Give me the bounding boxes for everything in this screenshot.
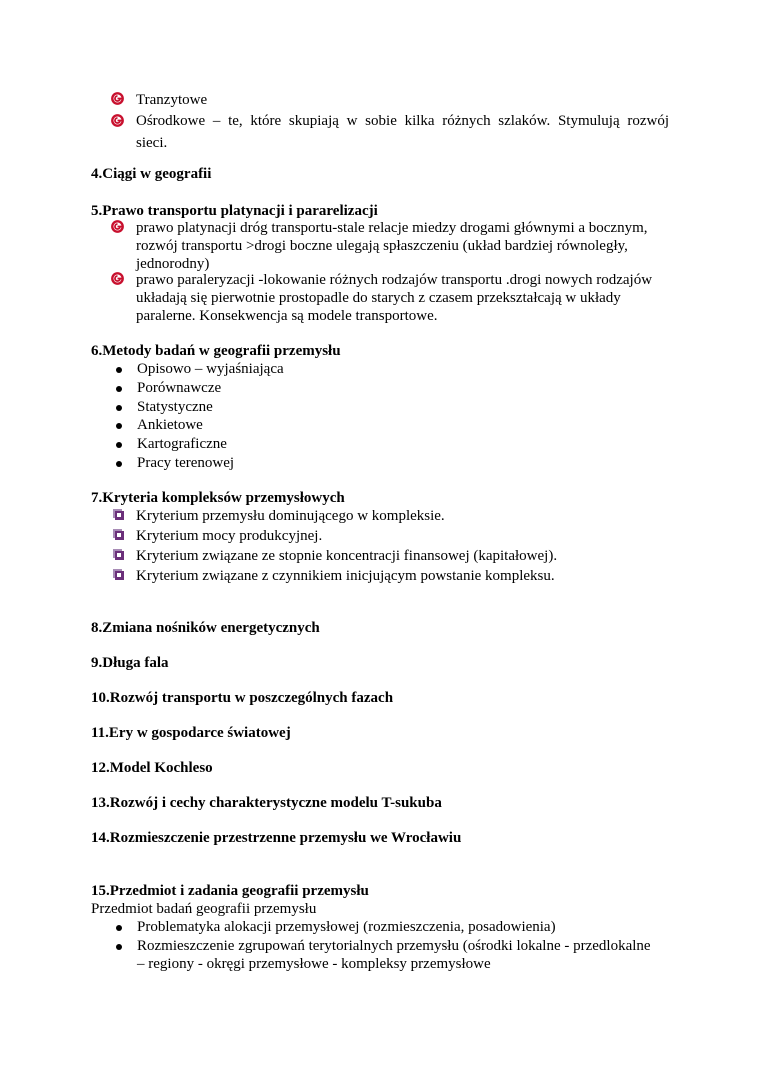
list-item: Opisowo – wyjaśniająca [137,361,284,377]
section-heading: 15.Przedmiot i zadania geografii przemysłu [91,883,369,899]
section-heading: 11.Ery w gospodarce światowej [91,725,291,741]
list-item: Ośrodkowe – te, które skupiają w sobie kilka różnych szlaków. Stymulują rozwój [136,113,669,129]
section-heading: 4.Ciągi w geografii [91,166,212,182]
list-item-continuation: rozwój transportu >drogi boczne ulegają spłaszczeniu (układ bardziej równoległy, [136,238,628,254]
purple-square-bullet-icon [112,568,125,581]
bullet-dot-icon [116,442,122,448]
paragraph: Przedmiot badań geografii przemysłu [91,901,317,917]
bullet-dot-icon [116,461,122,467]
list-item: Porównawcze [137,380,222,396]
section-heading: 8.Zmiana nośników energetycznych [91,620,320,636]
list-item: Kryterium mocy produkcyjnej. [136,528,323,544]
list-item: Tranzytowe [136,92,208,108]
section-heading: 12.Model Kochleso [91,760,213,776]
red-swirl-bullet-icon [111,272,124,285]
list-item: Statystyczne [137,399,213,415]
section-heading: 7.Kryteria kompleksów przemysłowych [91,490,345,506]
purple-square-bullet-icon [112,508,125,521]
list-item-continuation: sieci. [136,135,168,151]
red-swirl-bullet-icon [111,220,124,233]
list-item: Rozmieszczenie zgrupowań terytorialnych przemysłu (ośrodki lokalne - przedlokalne [137,938,651,954]
list-item-continuation: – regiony - okręgi przemysłowe - kompleksy przemysłowe [137,956,491,972]
bullet-dot-icon [116,405,122,411]
list-item-continuation: układają się pierwotnie prostopadle do starych z czasem przekształcają w układy [136,290,621,306]
bullet-dot-icon [116,925,122,931]
bullet-dot-icon [116,386,122,392]
section-heading: 14.Rozmieszczenie przestrzenne przemysłu we Wrocławiu [91,830,462,846]
section-heading: 9.Długa fala [91,655,169,671]
purple-square-bullet-icon [112,548,125,561]
list-item: Kartograficzne [137,436,227,452]
purple-square-bullet-icon [112,528,125,541]
list-item: Kryterium związane ze stopnie koncentracji finansowej (kapitałowej). [136,548,558,564]
list-item-continuation: jednorodny) [136,256,210,272]
list-item: Problematyka alokacji przemysłowej (rozmieszczenia, posadowienia) [137,919,556,935]
bullet-dot-icon [116,944,122,950]
list-item: prawo platynacji dróg transportu-stale relacje miedzy drogami głównymi a bocznym, [136,220,648,236]
bullet-dot-icon [116,367,122,373]
list-item: Ankietowe [137,417,203,433]
list-item: Pracy terenowej [137,455,235,471]
section-heading: 5.Prawo transportu platynacji i pararelizacji [91,203,378,219]
list-item: Kryterium przemysłu dominującego w kompleksie. [136,508,445,524]
list-item-continuation: paralerne. Konsekwencja są modele transportowe. [136,308,438,324]
bullet-dot-icon [116,423,122,429]
section-heading: 6.Metody badań w geografii przemysłu [91,343,341,359]
list-item: Kryterium związane z czynnikiem inicjującym powstanie kompleksu. [136,568,555,584]
red-swirl-bullet-icon [111,92,124,105]
red-swirl-bullet-icon [111,114,124,127]
list-item: prawo paraleryzacji -lokowanie różnych rodzajów transportu .drogi nowych rodzajów [136,272,653,288]
section-heading: 13.Rozwój i cechy charakterystyczne modelu T-sukuba [91,795,442,811]
section-heading: 10.Rozwój transportu w poszczególnych fazach [91,690,394,706]
